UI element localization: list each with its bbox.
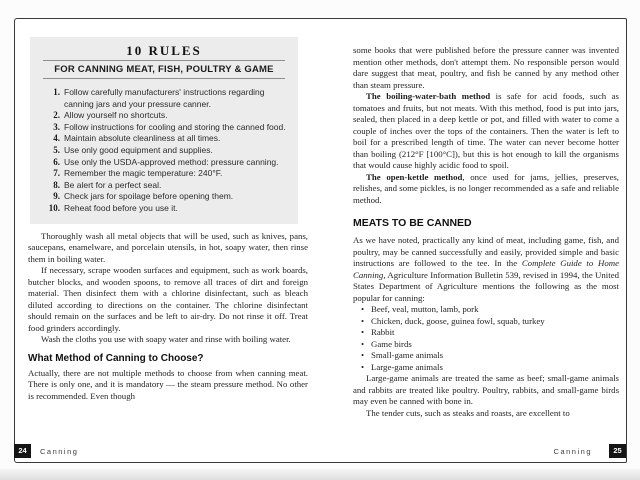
left-page-body <box>28 231 308 403</box>
paragraph: Thoroughly wash all metal objects that will be used, such as knives, pans, saucepans, enamelware, and porcelain utensils, in hot, soapy water, then rinse them in boiling water. <box>28 230 308 264</box>
rule-text: Maintain absolute cleanliness at all times. <box>64 133 221 144</box>
rule-item <box>42 133 286 145</box>
rule-text: Check jars for spoilage before opening them. <box>64 191 234 202</box>
rule-item <box>42 122 286 134</box>
rules-box <box>30 37 298 224</box>
rule-number: 10. <box>48 202 60 213</box>
rule-number: 5. <box>53 144 60 155</box>
paragraph: Actually, there are not multiple methods to choose from when canning meat. There is only one, and it is mandatory — the steam pressure method. No other is recommended. Even though <box>28 367 308 401</box>
rule-item <box>42 180 286 192</box>
list-item <box>361 327 619 339</box>
list-item-text: Chicken, duck, goose, guinea fowl, squab, turkey <box>371 315 545 326</box>
paragraph <box>353 91 619 172</box>
rule-text: Remember the magic temperature: 240°F. <box>64 168 223 179</box>
list-item <box>361 339 619 351</box>
divider <box>43 60 285 61</box>
rules-box-title: 10 RULES <box>126 43 202 58</box>
divider <box>43 78 285 79</box>
list-item-text: Game birds <box>371 338 412 349</box>
paragraph: Large-game animals are treated the same as beef; small-game animals and rabbits are treated like poultry. Poultry, rabbits, and small-game birds may even be canned with bone in. <box>353 373 619 406</box>
rule-text: Reheat food before you use it. <box>64 202 178 213</box>
list-item-text: Rabbit <box>371 327 395 337</box>
page-number-right: 25 <box>609 444 626 458</box>
rule-text: Be alert for a perfect seal. <box>64 179 162 190</box>
rule-item <box>42 191 286 203</box>
list-item <box>361 304 619 316</box>
section-heading: What Method of Canning to Choose? <box>28 352 204 364</box>
paragraph-text: , once used for jams, jellies, preserves, relishes, and some pickles, is no longer recommended as a safe and reliable method. <box>353 171 619 205</box>
list-item <box>361 362 619 374</box>
paragraph: If necessary, scrape wooden surfaces and equipment, such as work boards, butcher blocks, and wooden spoons, to remove all traces of dirt and foreign material. Then disinfect them with a chlorine disinfectant, such as bleach diluted according to directions on the container. The chlorine disinfectant should remain on the surfaces and be left to air-dry. Do not rinse it off. Treat food grinders accordingly. <box>28 265 308 333</box>
rule-item <box>42 157 286 169</box>
paragraph-text: As we have noted, practically any kind of meat, including game, fish, and poultry, may be canned successfully and easily, provided simple and basic instructions are followed to the tee. In the <box>353 235 619 268</box>
list-item <box>361 350 619 362</box>
bullet-icon: • <box>361 327 365 337</box>
bullet-icon: • <box>361 315 365 326</box>
paragraph: The tender cuts, such as steaks and roasts, are excellent to <box>366 407 570 418</box>
bold-lead: The boiling-water-bath method <box>366 91 491 101</box>
rule-item <box>42 87 286 110</box>
paragraph <box>353 235 619 304</box>
page-bottom-shadow <box>0 469 640 480</box>
rule-item <box>42 145 286 157</box>
bullet-icon: • <box>361 304 365 314</box>
bullet-list <box>361 304 619 373</box>
paragraph: Wash the cloths you use with soapy water and rinse with boiling water. <box>41 334 291 345</box>
paragraph-text: is safe for acid foods, such as tomatoes and fruits, but not meats. With this method, food is put into jars, sealed, then placed in a deep kettle or pot, and filled with water to come a couple of inches over the tops of the containers. Then the water is left to boil for a prescribed length of time. The water can never become hotter than boiling (212°F [100°C]), but this is hot enough to kill the organisms that would cause highly acidic food to spoil. <box>353 91 619 170</box>
rule-number: 6. <box>53 156 60 167</box>
rules-box-subtitle: FOR CANNING MEAT, FISH, POULTRY & GAME <box>54 64 274 75</box>
bullet-icon: • <box>361 338 365 349</box>
bullet-icon: • <box>361 350 365 360</box>
left-page <box>28 37 308 402</box>
rule-text: Allow yourself no shortcuts. <box>64 110 168 121</box>
rule-number: 1. <box>53 87 60 97</box>
list-item <box>361 316 619 328</box>
rule-item <box>42 168 286 180</box>
rule-number: 4. <box>53 133 60 144</box>
rules-list <box>42 87 286 215</box>
rule-text: Use only good equipment and supplies. <box>64 144 213 155</box>
rule-number: 3. <box>53 121 60 132</box>
paragraph <box>353 172 619 207</box>
rule-item <box>42 110 286 122</box>
bullet-icon: • <box>361 361 365 372</box>
rule-text: Follow instructions for cooling and storing the canned food. <box>64 121 286 132</box>
list-item-text: Small-game animals <box>371 350 444 360</box>
list-item-text: Beef, veal, mutton, lamb, pork <box>371 304 479 314</box>
section-heading: MEATS TO BE CANNED <box>353 217 472 229</box>
paragraph-text: , Agriculture Information Bulletin 539, revised in 1994, the United States Department of Agriculture mentions the following as the most popular for canning: <box>353 269 619 303</box>
page-number-left: 24 <box>14 444 31 458</box>
book-title-italic: Complete Guide to Home Canning <box>353 258 619 280</box>
book-spread <box>14 18 627 463</box>
running-footer-left: Canning <box>40 447 79 456</box>
rule-number: 7. <box>53 168 60 179</box>
rule-text: Use only the USDA-approved method: pressure canning. <box>64 156 279 167</box>
right-page <box>353 45 619 419</box>
list-item-text: Large-game animals <box>371 361 443 372</box>
paragraph: some books that were published before the pressure canner was invented mention other methods, don't attempt them. No responsible person would dare suggest that meat, poultry, and fish be canned by any method other than steam pressure. <box>353 45 619 90</box>
rule-number: 2. <box>53 110 60 121</box>
bold-lead: The open-kettle method <box>366 171 463 182</box>
rule-number: 8. <box>53 179 60 190</box>
running-footer-right: Canning <box>553 447 592 456</box>
rule-number: 9. <box>53 191 60 202</box>
rule-text: Follow carefully manufacturers' instructions regarding canning jars and your pressure canner. <box>64 87 265 109</box>
rule-item <box>42 203 286 215</box>
